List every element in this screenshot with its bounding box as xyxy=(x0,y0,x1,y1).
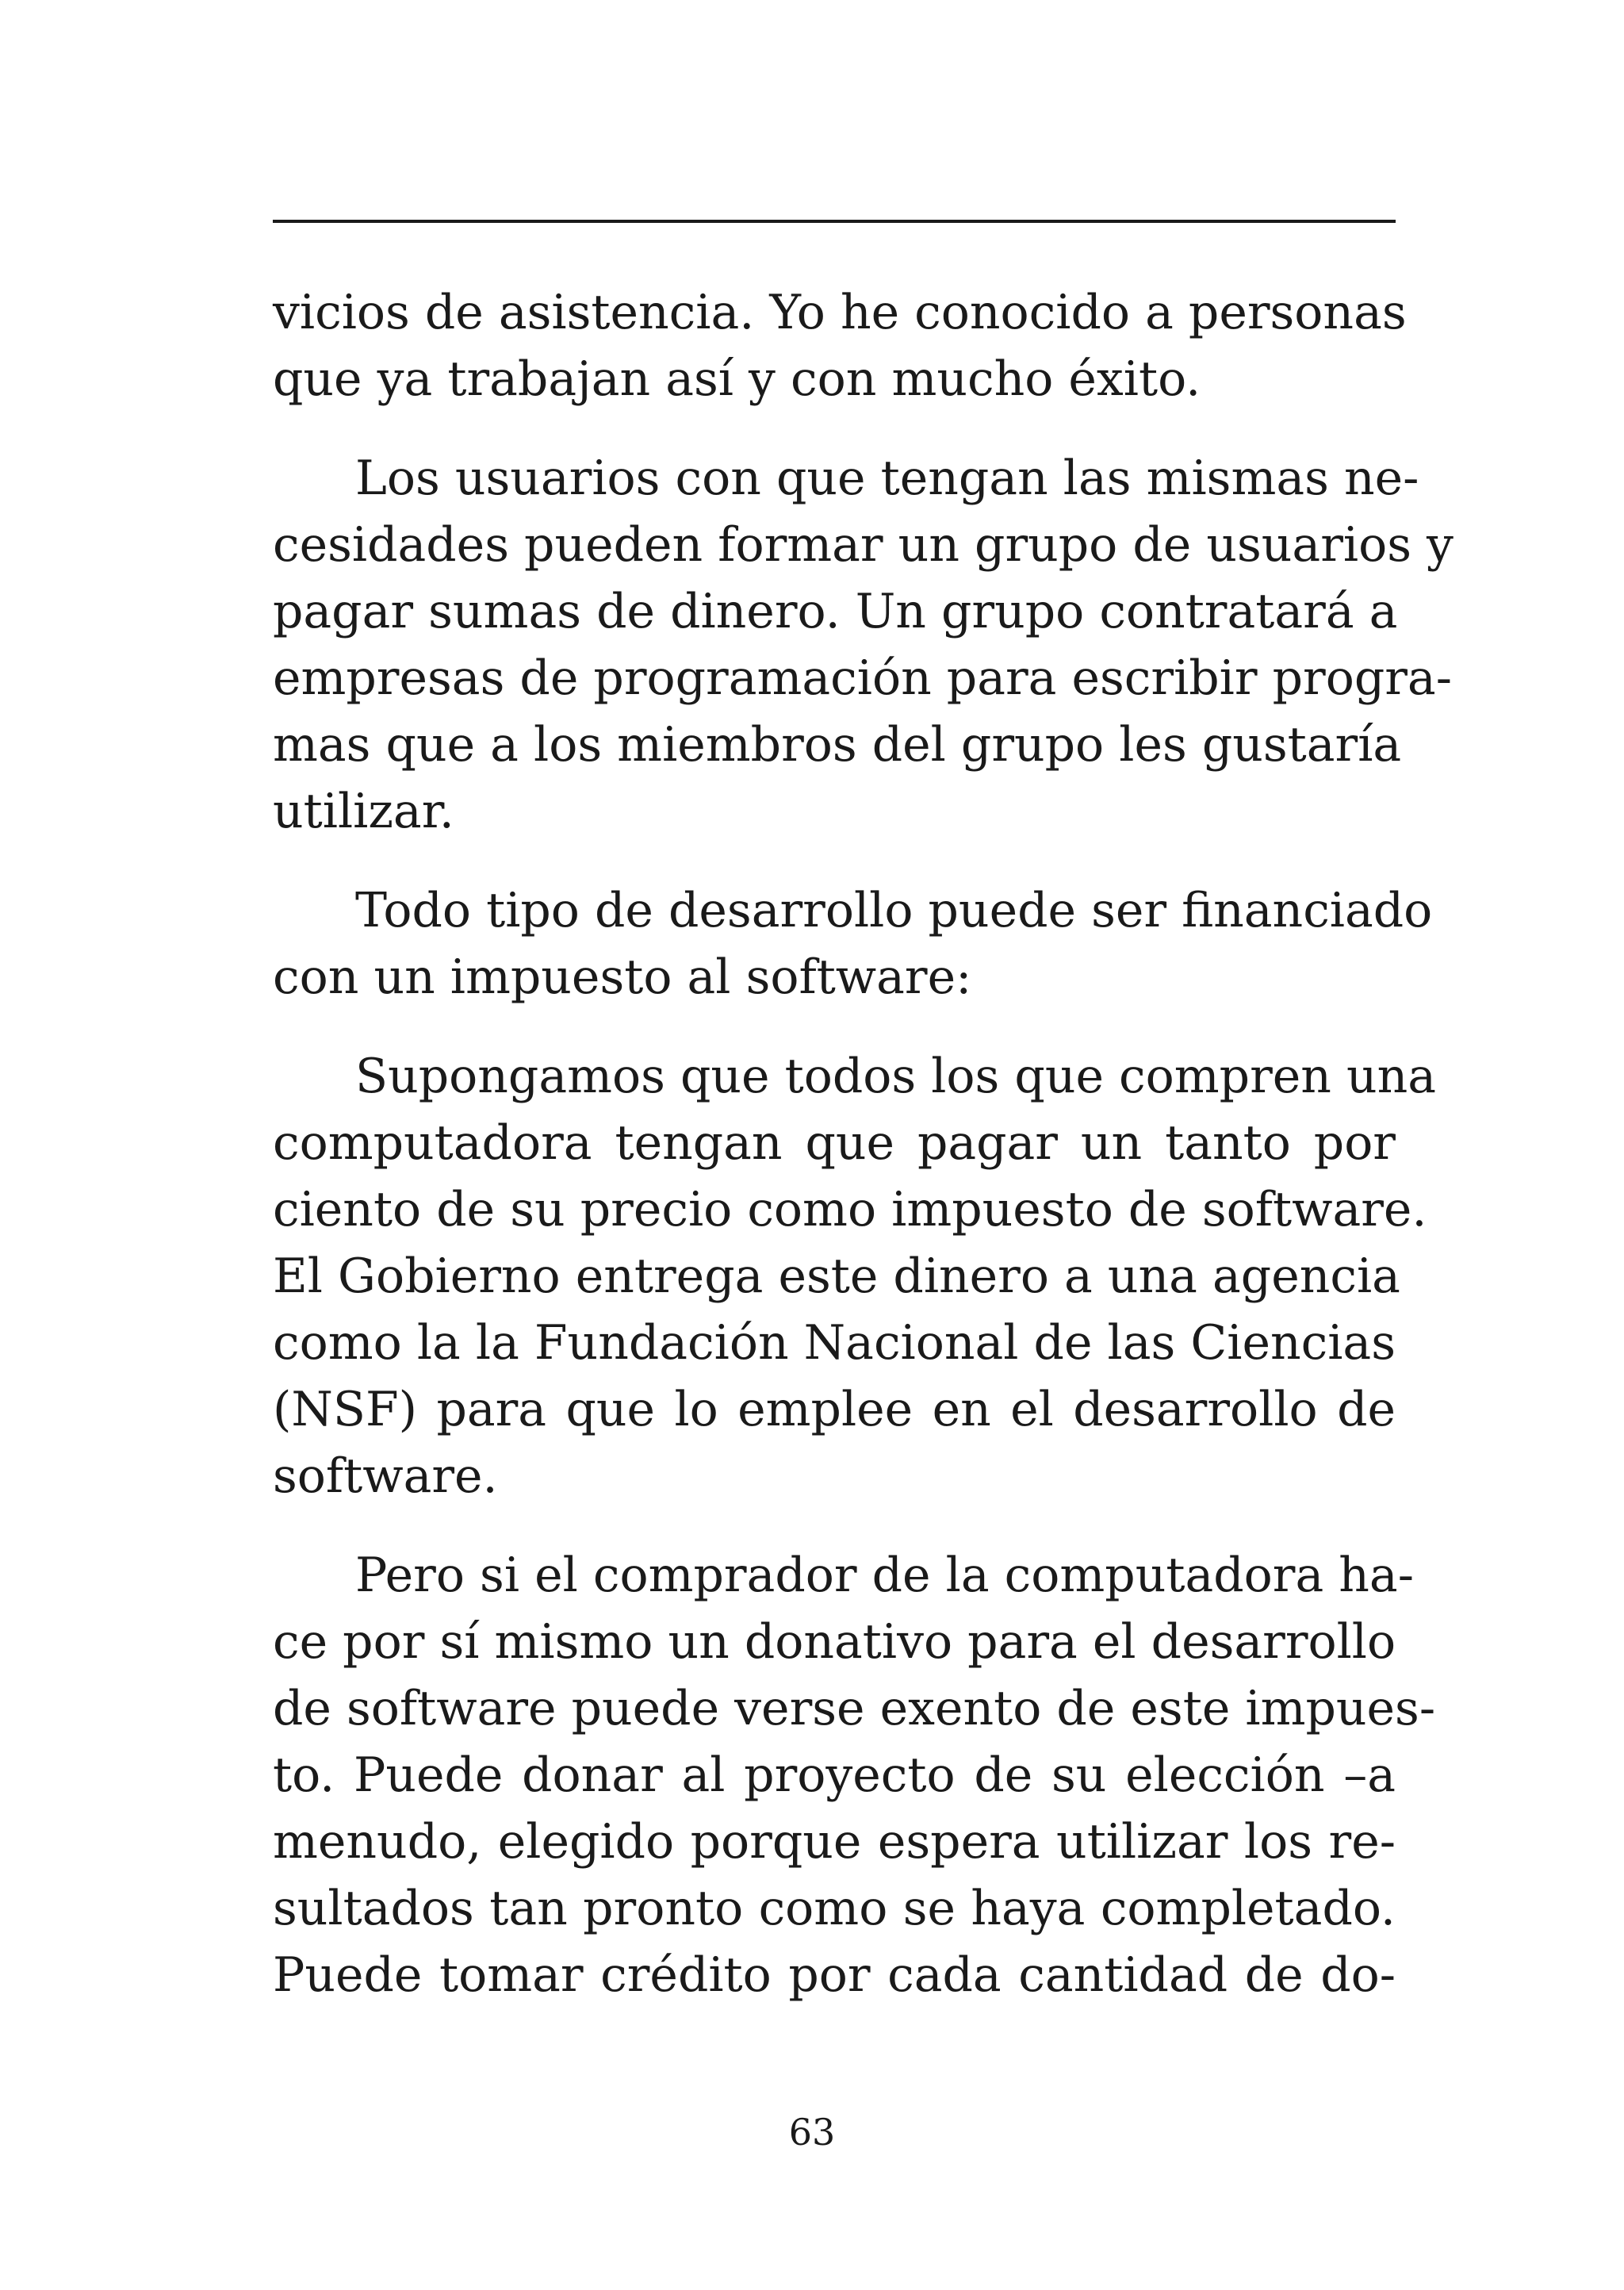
text-line: utilizar. xyxy=(273,784,454,839)
text-line: vicios de asistencia. Yo he conocido a personas xyxy=(273,285,1407,340)
text-line: Todo tipo de desarrollo puede ser financiado xyxy=(355,883,1433,938)
text-line: como la la Fundación Nacional de las Ciencias xyxy=(273,1315,1396,1371)
text-line: cesidades pueden formar un grupo de usuarios y xyxy=(273,517,1454,573)
text-line: menudo, elegido porque espera utilizar los re- xyxy=(273,1814,1396,1870)
paragraph xyxy=(273,445,1454,845)
text-line: pagar sumas de dinero. Un grupo contratará a xyxy=(273,584,1398,639)
text-line: empresas de programación para escribir progra- xyxy=(273,650,1452,706)
text-line: Supongamos que todos los que compren una xyxy=(355,1049,1437,1104)
text-line: mas que a los miembros del grupo les gustaría xyxy=(273,717,1402,773)
text-line: Los usuarios con que tengan las mismas ne- xyxy=(355,451,1419,506)
text-line: Pero si el comprador de la computadora ha- xyxy=(355,1548,1414,1603)
text-line: que ya trabajan así y con mucho éxito. xyxy=(273,351,1201,407)
text-line: de software puede verse exento de este impues- xyxy=(273,1681,1436,1736)
text-line: (NSF) para que lo emplee en el desarrollo de xyxy=(273,1382,1396,1437)
text-line: computadora tengan que pagar un tanto por xyxy=(273,1115,1396,1171)
text-line: con un impuesto al software: xyxy=(273,949,972,1005)
text-line: software. xyxy=(273,1448,498,1504)
text-line: ciento de su precio como impuesto de software. xyxy=(273,1182,1427,1237)
text-line: El Gobierno entrega este dinero a una agencia xyxy=(273,1249,1400,1304)
header-rule xyxy=(273,220,1396,223)
page-number: 63 xyxy=(788,2111,836,2154)
paragraph xyxy=(273,279,1407,412)
paragraph xyxy=(273,1043,1437,1509)
text-line: ce por sí mismo un donativo para el desarrollo xyxy=(273,1614,1396,1670)
text-line: Puede tomar crédito por cada cantidad de do- xyxy=(273,1947,1396,2003)
paragraph xyxy=(273,1542,1436,2008)
body-text xyxy=(273,279,1454,2008)
paragraph xyxy=(273,877,1433,1011)
text-line: to. Puede donar al proyecto de su elección –a xyxy=(273,1747,1396,1803)
text-line: sultados tan pronto como se haya completado. xyxy=(273,1881,1396,1936)
